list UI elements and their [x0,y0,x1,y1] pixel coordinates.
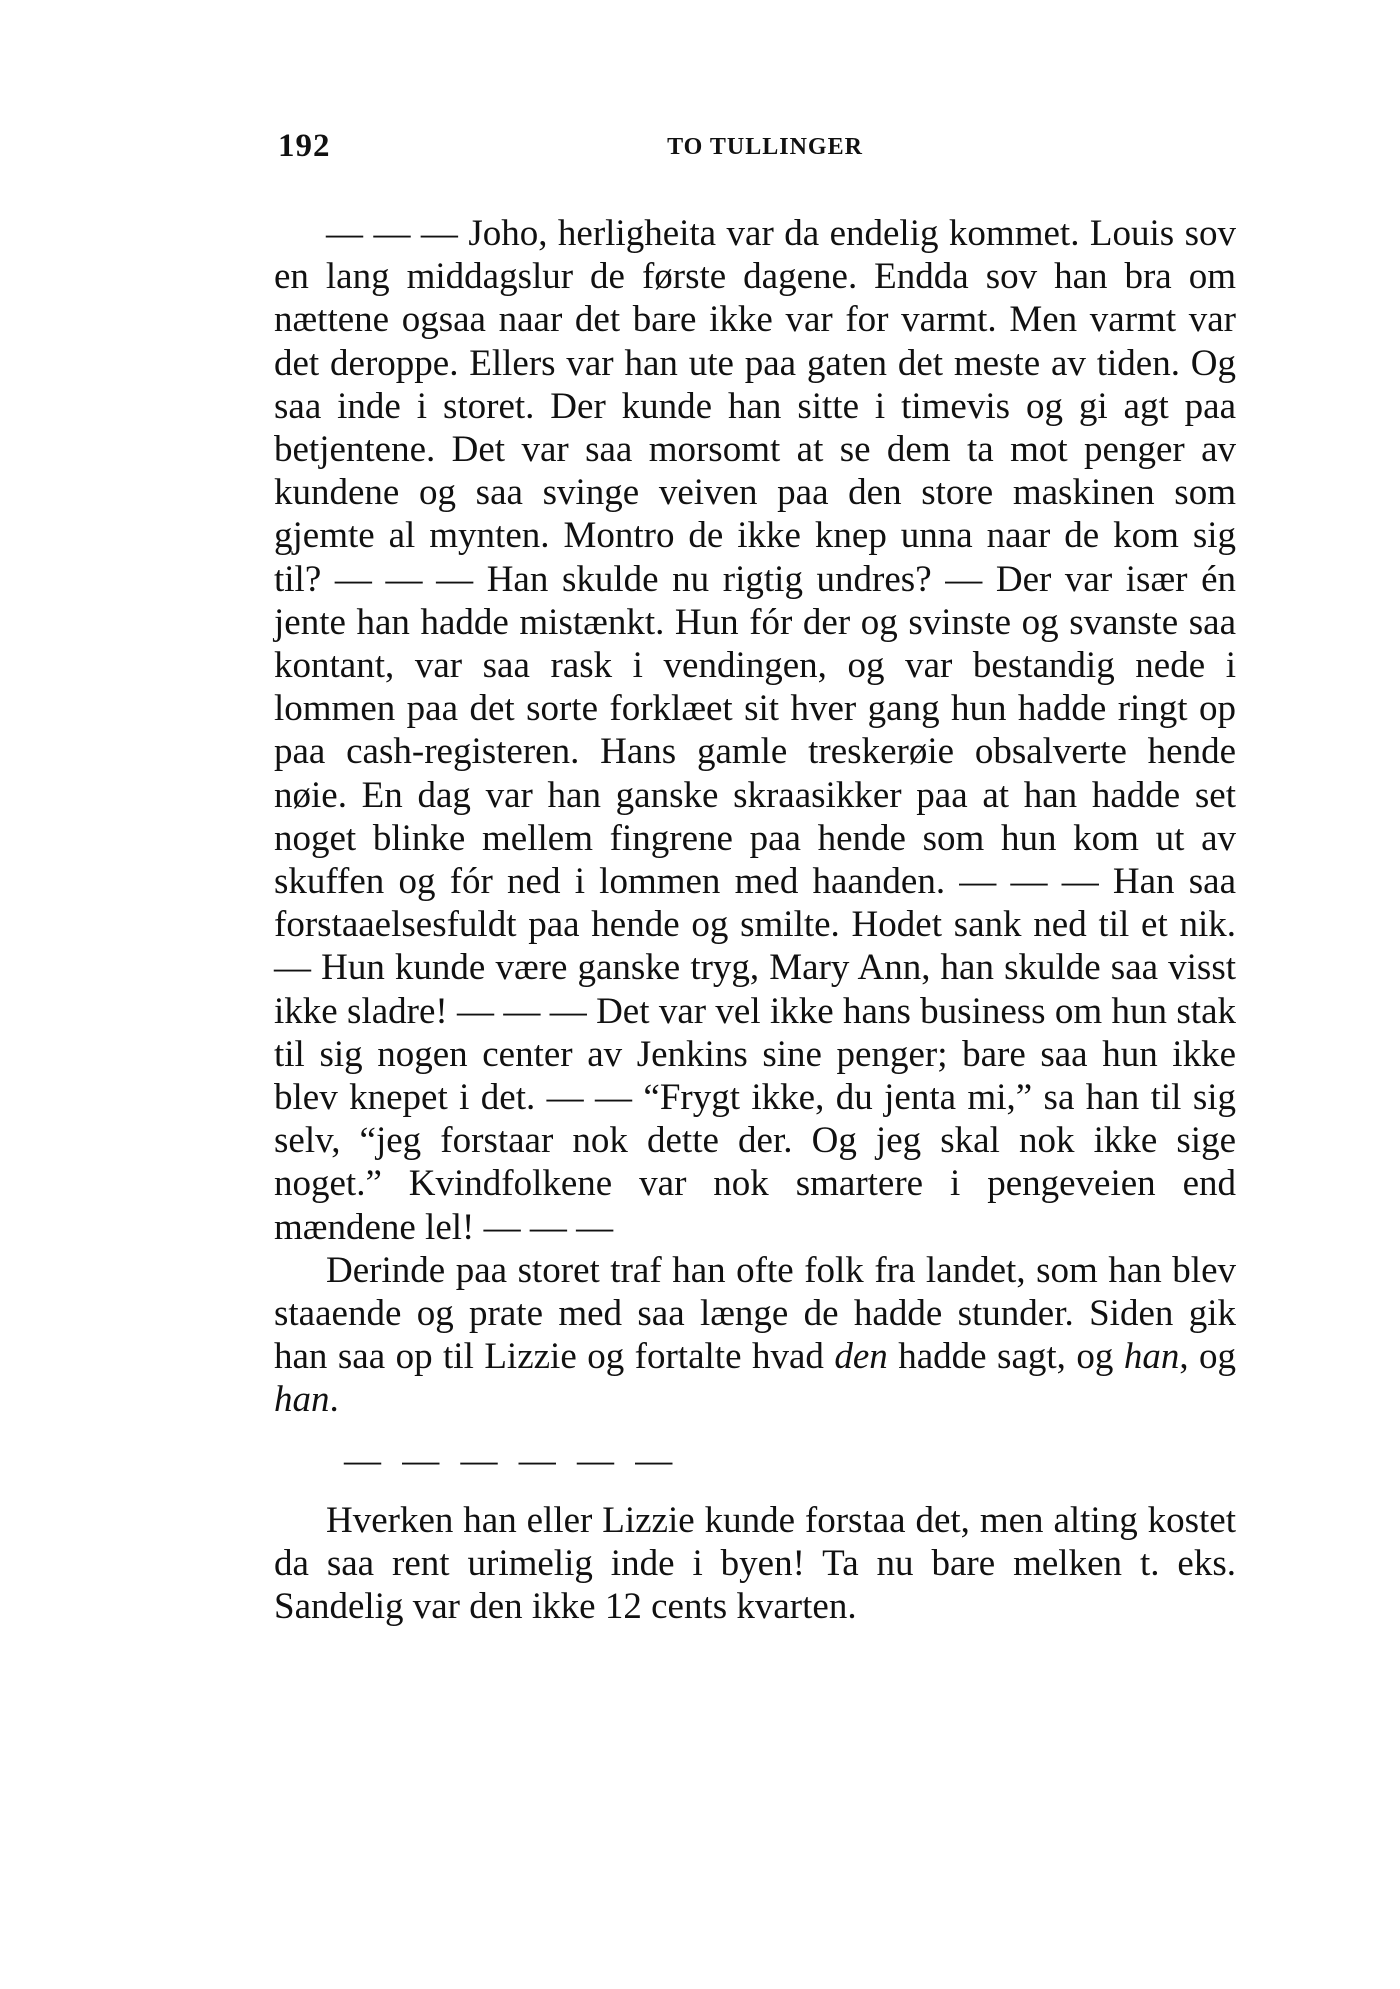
paragraph-2 [274,1249,1236,1422]
paragraph-2-emphasis-den: den [834,1336,888,1378]
paragraph-2-text-cont-2: , og [1179,1336,1237,1378]
page-number: 192 [278,128,331,164]
paragraph-2-emphasis-han-1: han [1123,1336,1180,1378]
running-title: TO TULLINGER [667,134,863,160]
paragraph-2-end: . [329,1379,339,1421]
paragraph-3: Hverken han eller Lizzie kunde forstaa det, men alting kostet da saa rent urimelig inde i byen! Ta nu bare melken t. eks. Sandelig var den ikke 12 cents kvarten. [274,1499,1236,1628]
body-text [274,212,1236,1628]
paragraph-2-emphasis-han-2: han [274,1379,330,1421]
section-break: — — — — — — [344,1439,679,1481]
paragraph-2-text-cont: hadde sagt, og [898,1336,1114,1378]
paragraph-2-text: Derinde paa storet traf han ofte folk fra landet, som han blev staaende og prate med saa længe de hadde stunder. Siden gik han saa op til Lizzie og fortalte hvad [274,1249,1236,1378]
paragraph-1: — — — Joho, herligheita var da endelig kommet. Louis sov en lang middagslur de første dagene. Endda sov han bra om nættene ogsaa naar det bare ikke var for varmt. Men varmt var det deroppe. Ellers var han ute paa gaten det meste av tiden. Og saa inde i storet. Der kunde han sitte i timevis og gi agt paa betjentene. Det var saa morsomt at se dem ta mot penger av kundene og saa svinge veiven paa den store maskinen som gjemte al mynten. Montro de ikke knep unna naar de kom sig til? — — — Han skulde nu rigtig undres? — Der var især én jente han hadde mistænkt. Hun fór der og svinste og svanste saa kontant, var saa rask i vendingen, og var bestandig nede i lommen paa det sorte forklæet sit hver gang hun hadde ringt op paa cash-registeren. Hans gamle treskerøie obsalverte hende nøie. En dag var han ganske skraasikker paa at han hadde set noget blinke mellem fingrene paa hende som hun kom ut av skuffen og fór ned i lommen med haanden. — — — Han saa forstaaelsesfuldt paa hende og smilte. Hodet sank ned til et nik. — Hun kunde være ganske tryg, Mary Ann, han skulde saa visst ikke sladre! — — — Det var vel ikke hans business om hun stak til sig nogen center av Jenkins sine penger; bare saa hun ikke blev knepet i det. — — “Frygt ikke, du jenta mi,” sa han til sig selv, “jeg forstaar nok dette der. Og jeg skal nok ikke sige noget.” Kvindfolkene var nok smartere i pengeveien end mændene lel! — — — [274,213,1236,1248]
running-head [278,128,1232,172]
